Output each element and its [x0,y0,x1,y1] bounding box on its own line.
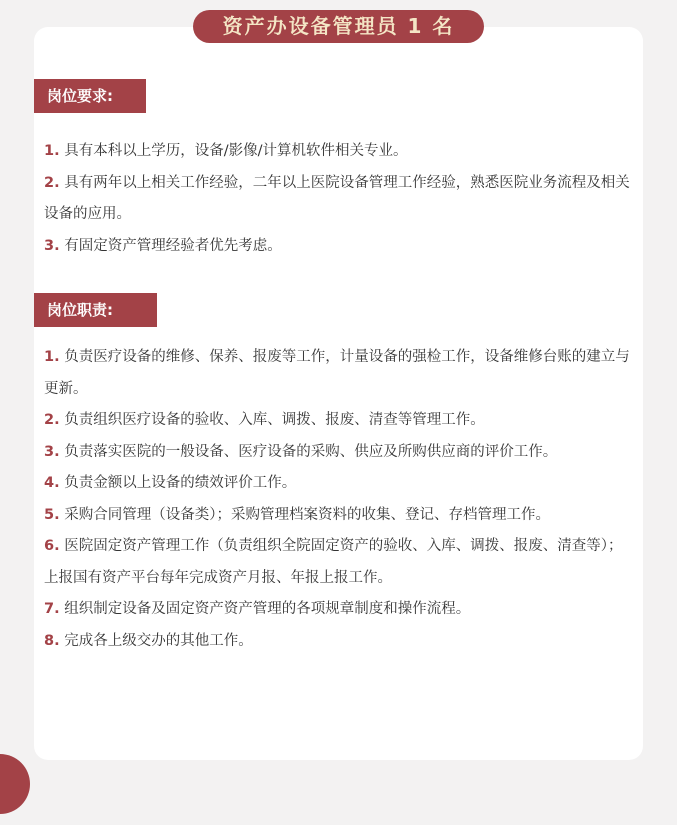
item-number: 3. [44,237,60,254]
item-number: 6. [44,538,60,554]
duties-list [44,342,633,657]
item-number: 5. [44,506,60,523]
decorative-circle [0,754,30,814]
list-item [44,405,633,437]
list-item [44,342,633,405]
duties-heading: 岗位职责: [34,293,157,327]
item-text: 负责金额以上设备的绩效评价工作。 [64,475,297,491]
item-text: 完成各上级交办的其他工作。 [64,632,253,649]
item-number: 1. [44,143,60,159]
list-item [44,231,633,263]
item-text: 负责落实医院的一般设备、医疗设备的采购、供应及所购供应商的评价工作。 [64,443,558,460]
page-title: 资产办设备管理员 1 名 [193,10,484,43]
item-text: 具有两年以上相关工作经验，二年以上医院设备管理工作经验，熟悉医院业务流程及相关设备的应用。 [44,174,630,222]
item-text: 负责组织医疗设备的验收、入库、调拨、报废、清查等管理工作。 [64,412,485,428]
item-text: 有固定资产管理经验者优先考虑。 [64,237,282,254]
list-item [44,594,633,626]
list-item [44,531,633,594]
item-text: 采购合同管理（设备类）；采购管理档案资料的收集、登记、存档管理工作。 [64,506,550,523]
requirements-heading: 岗位要求: [34,79,146,113]
item-text: 医院固定资产管理工作（负责组织全院固定资产的验收、入库、调拨、报废、清查等）；上报国有资产平台每年完成资产月报、年报上报工作。 [44,538,623,586]
list-item [44,468,633,500]
list-item [44,437,633,469]
item-text: 负责医疗设备的维修、保养、报废等工作，计量设备的强检工作，设备维修台账的建立与更新。 [44,349,630,397]
item-number: 1. [44,349,60,365]
list-item [44,168,633,231]
list-item [44,500,633,532]
item-number: 8. [44,632,60,649]
list-item [44,626,633,658]
item-number: 4. [44,475,60,491]
item-number: 2. [44,412,60,428]
item-text: 组织制定设备及固定资产资产管理的各项规章制度和操作流程。 [64,601,471,617]
item-number: 2. [44,174,60,191]
item-text: 具有本科以上学历，设备/影像/计算机软件相关专业。 [64,143,408,159]
requirements-list [44,136,633,262]
item-number: 7. [44,601,60,617]
item-number: 3. [44,443,60,460]
list-item [44,136,633,168]
